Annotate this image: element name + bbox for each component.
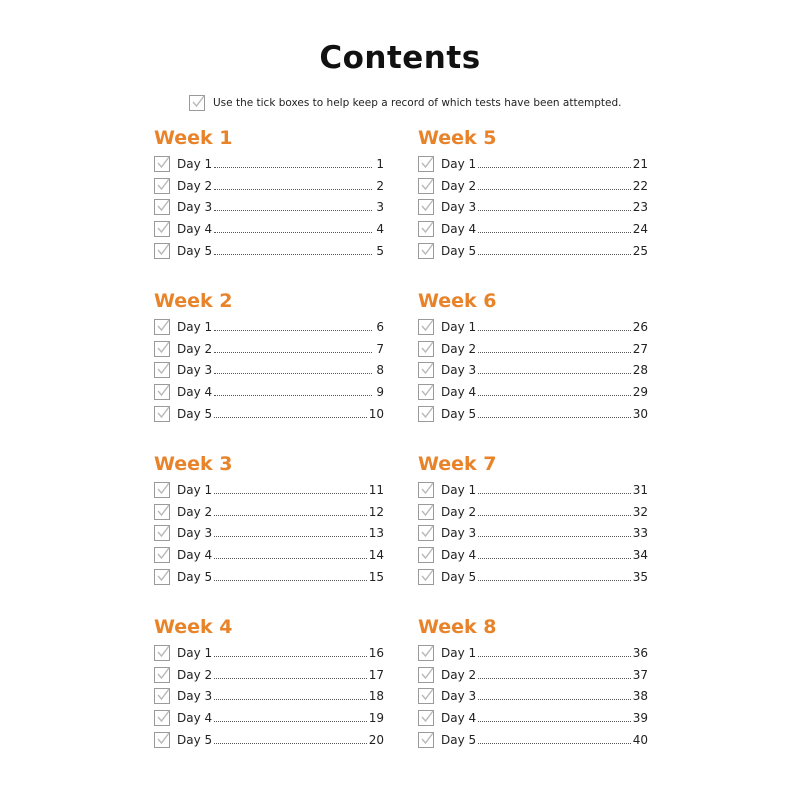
- day-label: Day 5: [177, 243, 213, 258]
- day-label: Day 5: [441, 569, 477, 584]
- day-label: Day 2: [177, 504, 213, 519]
- week-title: Week 8: [418, 616, 497, 638]
- checkbox-icon[interactable]: [418, 667, 434, 683]
- checkbox-icon[interactable]: [418, 504, 434, 520]
- week-section: [418, 288, 648, 425]
- dot-leader: [214, 386, 372, 396]
- day-row: [154, 360, 384, 382]
- day-label: Day 2: [441, 178, 477, 193]
- dot-leader: [478, 571, 631, 581]
- day-label: Day 5: [177, 732, 213, 747]
- checkbox-icon[interactable]: [418, 569, 434, 585]
- dot-leader: [478, 647, 631, 657]
- week-section: [418, 451, 648, 588]
- checkbox-icon[interactable]: [154, 221, 170, 237]
- day-label: Day 3: [441, 200, 477, 215]
- checkbox-icon[interactable]: [154, 406, 170, 422]
- day-row: [418, 316, 648, 338]
- checkbox-icon[interactable]: [154, 384, 170, 400]
- dot-leader: [214, 506, 367, 516]
- day-label: Day 2: [441, 341, 477, 356]
- day-row: [418, 729, 648, 751]
- page-number: 20: [368, 732, 384, 747]
- checkbox-icon[interactable]: [154, 504, 170, 520]
- dot-leader: [478, 223, 631, 233]
- week-section: [418, 125, 648, 262]
- day-row: [154, 707, 384, 729]
- checkbox-icon[interactable]: [154, 156, 170, 172]
- day-row: [154, 479, 384, 501]
- checkbox-icon[interactable]: [418, 243, 434, 259]
- week-title: Week 1: [154, 127, 233, 149]
- day-row: [418, 686, 648, 708]
- day-row: [154, 642, 384, 664]
- day-row: [154, 664, 384, 686]
- day-label: Day 2: [177, 178, 213, 193]
- page-number: 31: [632, 482, 648, 497]
- dot-leader: [214, 571, 367, 581]
- checkbox-icon[interactable]: [154, 319, 170, 335]
- checkbox-icon[interactable]: [154, 667, 170, 683]
- page-number: 32: [632, 504, 648, 519]
- page-number: 11: [368, 482, 384, 497]
- day-row: [418, 544, 648, 566]
- checkbox-icon[interactable]: [154, 710, 170, 726]
- day-label: Day 2: [177, 341, 213, 356]
- week-section: [154, 288, 384, 425]
- dot-leader: [214, 180, 372, 190]
- dot-leader: [214, 201, 372, 211]
- dot-leader: [214, 527, 367, 537]
- day-label: Day 2: [441, 667, 477, 682]
- checkbox-icon[interactable]: [154, 547, 170, 563]
- page-number: 36: [632, 645, 648, 660]
- day-label: Day 1: [441, 482, 477, 497]
- page-number: 34: [632, 548, 648, 563]
- day-label: Day 4: [177, 548, 213, 563]
- dot-leader: [214, 158, 372, 168]
- day-label: Day 2: [441, 504, 477, 519]
- checkbox-icon[interactable]: [154, 482, 170, 498]
- day-row: [418, 175, 648, 197]
- day-row: [154, 523, 384, 545]
- day-label: Day 1: [177, 645, 213, 660]
- checkbox-icon[interactable]: [154, 732, 170, 748]
- day-label: Day 4: [441, 385, 477, 400]
- page-number: 28: [632, 363, 648, 378]
- checkbox-icon[interactable]: [418, 710, 434, 726]
- day-label: Day 3: [177, 526, 213, 541]
- day-label: Day 3: [441, 363, 477, 378]
- dot-leader: [478, 158, 631, 168]
- checkbox-icon[interactable]: [154, 645, 170, 661]
- day-label: Day 1: [441, 645, 477, 660]
- dot-leader: [478, 180, 631, 190]
- week-title: Week 2: [154, 290, 233, 312]
- page-number: 25: [632, 243, 648, 258]
- page-number: 17: [368, 667, 384, 682]
- day-label: Day 1: [441, 319, 477, 334]
- page-number: 37: [632, 667, 648, 682]
- dot-leader: [214, 669, 367, 679]
- page-number: 33: [632, 526, 648, 541]
- checkbox-icon[interactable]: [418, 645, 434, 661]
- checkbox-icon[interactable]: [418, 319, 434, 335]
- day-row: [154, 197, 384, 219]
- week-section: [154, 614, 384, 751]
- day-row: [154, 240, 384, 262]
- day-row: [418, 240, 648, 262]
- day-row: [418, 479, 648, 501]
- day-row: [154, 686, 384, 708]
- dot-leader: [478, 484, 631, 494]
- week-title: Week 5: [418, 127, 497, 149]
- page-number: 7: [376, 341, 384, 356]
- dot-leader: [478, 245, 631, 255]
- page-number: 2: [376, 178, 384, 193]
- page-number: 12: [368, 504, 384, 519]
- day-label: Day 2: [177, 667, 213, 682]
- checkbox-icon[interactable]: [154, 362, 170, 378]
- day-row: [418, 403, 648, 425]
- checkbox-icon[interactable]: [154, 341, 170, 357]
- day-label: Day 5: [441, 732, 477, 747]
- week-title: Week 7: [418, 453, 497, 475]
- page-number: 8: [376, 363, 384, 378]
- day-row: [154, 153, 384, 175]
- dot-leader: [478, 712, 631, 722]
- checkbox-icon[interactable]: [418, 341, 434, 357]
- week-section: [418, 614, 648, 751]
- day-row: [418, 642, 648, 664]
- day-label: Day 3: [177, 689, 213, 704]
- page-title: Contents: [319, 40, 481, 76]
- day-label: Day 5: [177, 406, 213, 421]
- week-title: Week 6: [418, 290, 497, 312]
- day-row: [154, 501, 384, 523]
- page-number: 38: [632, 689, 648, 704]
- page-number: 27: [632, 341, 648, 356]
- day-label: Day 1: [441, 156, 477, 171]
- checkbox-icon[interactable]: [418, 547, 434, 563]
- day-row: [154, 316, 384, 338]
- dot-leader: [478, 386, 631, 396]
- page-number: 35: [632, 569, 648, 584]
- day-label: Day 5: [441, 243, 477, 258]
- checkbox-icon[interactable]: [418, 406, 434, 422]
- dot-leader: [478, 549, 631, 559]
- page-number: 40: [632, 732, 648, 747]
- page-number: 3: [376, 200, 384, 215]
- day-row: [154, 566, 384, 588]
- checkbox-icon[interactable]: [418, 482, 434, 498]
- checkbox-icon[interactable]: [189, 95, 205, 111]
- checkbox-icon[interactable]: [418, 156, 434, 172]
- day-label: Day 5: [177, 569, 213, 584]
- dot-leader: [214, 734, 367, 744]
- dot-leader: [214, 321, 372, 331]
- page-number: 5: [376, 243, 384, 258]
- day-label: Day 4: [441, 548, 477, 563]
- day-label: Day 1: [177, 482, 213, 497]
- day-row: [154, 218, 384, 240]
- dot-leader: [214, 647, 367, 657]
- day-row: [418, 338, 648, 360]
- dot-leader: [478, 321, 631, 331]
- day-row: [154, 403, 384, 425]
- page-number: 30: [632, 406, 648, 421]
- page-number: 18: [368, 689, 384, 704]
- page-number: 10: [368, 406, 384, 421]
- day-label: Day 3: [441, 526, 477, 541]
- dot-leader: [478, 201, 631, 211]
- week-section: [154, 125, 384, 262]
- day-label: Day 4: [441, 711, 477, 726]
- dot-leader: [478, 527, 631, 537]
- page-number: 14: [368, 548, 384, 563]
- dot-leader: [214, 343, 372, 353]
- page-number: 6: [376, 319, 384, 334]
- day-label: Day 3: [441, 689, 477, 704]
- checkbox-icon[interactable]: [418, 688, 434, 704]
- page-number: 24: [632, 222, 648, 237]
- page-number: 1: [376, 156, 384, 171]
- day-row: [418, 707, 648, 729]
- day-row: [154, 381, 384, 403]
- instruction: [189, 95, 622, 111]
- page-number: 16: [368, 645, 384, 660]
- page-number: 39: [632, 711, 648, 726]
- dot-leader: [214, 408, 367, 418]
- week-title: Week 3: [154, 453, 233, 475]
- checkbox-icon[interactable]: [154, 199, 170, 215]
- checkbox-icon[interactable]: [154, 243, 170, 259]
- day-row: [154, 175, 384, 197]
- day-label: Day 3: [177, 363, 213, 378]
- dot-leader: [214, 223, 372, 233]
- dot-leader: [214, 484, 367, 494]
- dot-leader: [214, 364, 372, 374]
- checkbox-icon[interactable]: [418, 732, 434, 748]
- dot-leader: [478, 343, 631, 353]
- page-number: 21: [632, 156, 648, 171]
- checkbox-icon[interactable]: [418, 221, 434, 237]
- checkbox-icon[interactable]: [154, 525, 170, 541]
- dot-leader: [478, 408, 631, 418]
- page-number: 9: [376, 385, 384, 400]
- dot-leader: [478, 506, 631, 516]
- checkbox-icon[interactable]: [154, 178, 170, 194]
- checkbox-icon[interactable]: [418, 362, 434, 378]
- week-title: Week 4: [154, 616, 233, 638]
- day-label: Day 3: [177, 200, 213, 215]
- page-number: 19: [368, 711, 384, 726]
- dot-leader: [214, 245, 372, 255]
- day-row: [154, 338, 384, 360]
- dot-leader: [214, 690, 367, 700]
- dot-leader: [214, 549, 367, 559]
- day-row: [418, 381, 648, 403]
- checkbox-icon[interactable]: [154, 688, 170, 704]
- day-row: [418, 197, 648, 219]
- day-row: [418, 360, 648, 382]
- page-number: 15: [368, 569, 384, 584]
- page-number: 4: [376, 222, 384, 237]
- day-row: [418, 566, 648, 588]
- day-row: [154, 544, 384, 566]
- week-section: [154, 451, 384, 588]
- day-label: Day 1: [177, 319, 213, 334]
- dot-leader: [478, 734, 631, 744]
- checkbox-icon[interactable]: [418, 199, 434, 215]
- day-row: [418, 523, 648, 545]
- page-number: 23: [632, 200, 648, 215]
- day-label: Day 4: [177, 711, 213, 726]
- checkbox-icon[interactable]: [418, 178, 434, 194]
- page-number: 22: [632, 178, 648, 193]
- day-label: Day 5: [441, 406, 477, 421]
- day-label: Day 1: [177, 156, 213, 171]
- checkbox-icon[interactable]: [418, 525, 434, 541]
- page-number: 26: [632, 319, 648, 334]
- day-row: [154, 729, 384, 751]
- day-label: Day 4: [441, 222, 477, 237]
- dot-leader: [478, 364, 631, 374]
- dot-leader: [214, 712, 367, 722]
- day-row: [418, 153, 648, 175]
- dot-leader: [478, 669, 631, 679]
- day-label: Day 4: [177, 385, 213, 400]
- day-label: Day 4: [177, 222, 213, 237]
- checkbox-icon[interactable]: [154, 569, 170, 585]
- day-row: [418, 501, 648, 523]
- dot-leader: [478, 690, 631, 700]
- day-row: [418, 218, 648, 240]
- checkbox-icon[interactable]: [418, 384, 434, 400]
- instruction-text: Use the tick boxes to help keep a record of which tests have been attempted.: [213, 97, 622, 109]
- day-row: [418, 664, 648, 686]
- page-number: 29: [632, 385, 648, 400]
- page-number: 13: [368, 526, 384, 541]
